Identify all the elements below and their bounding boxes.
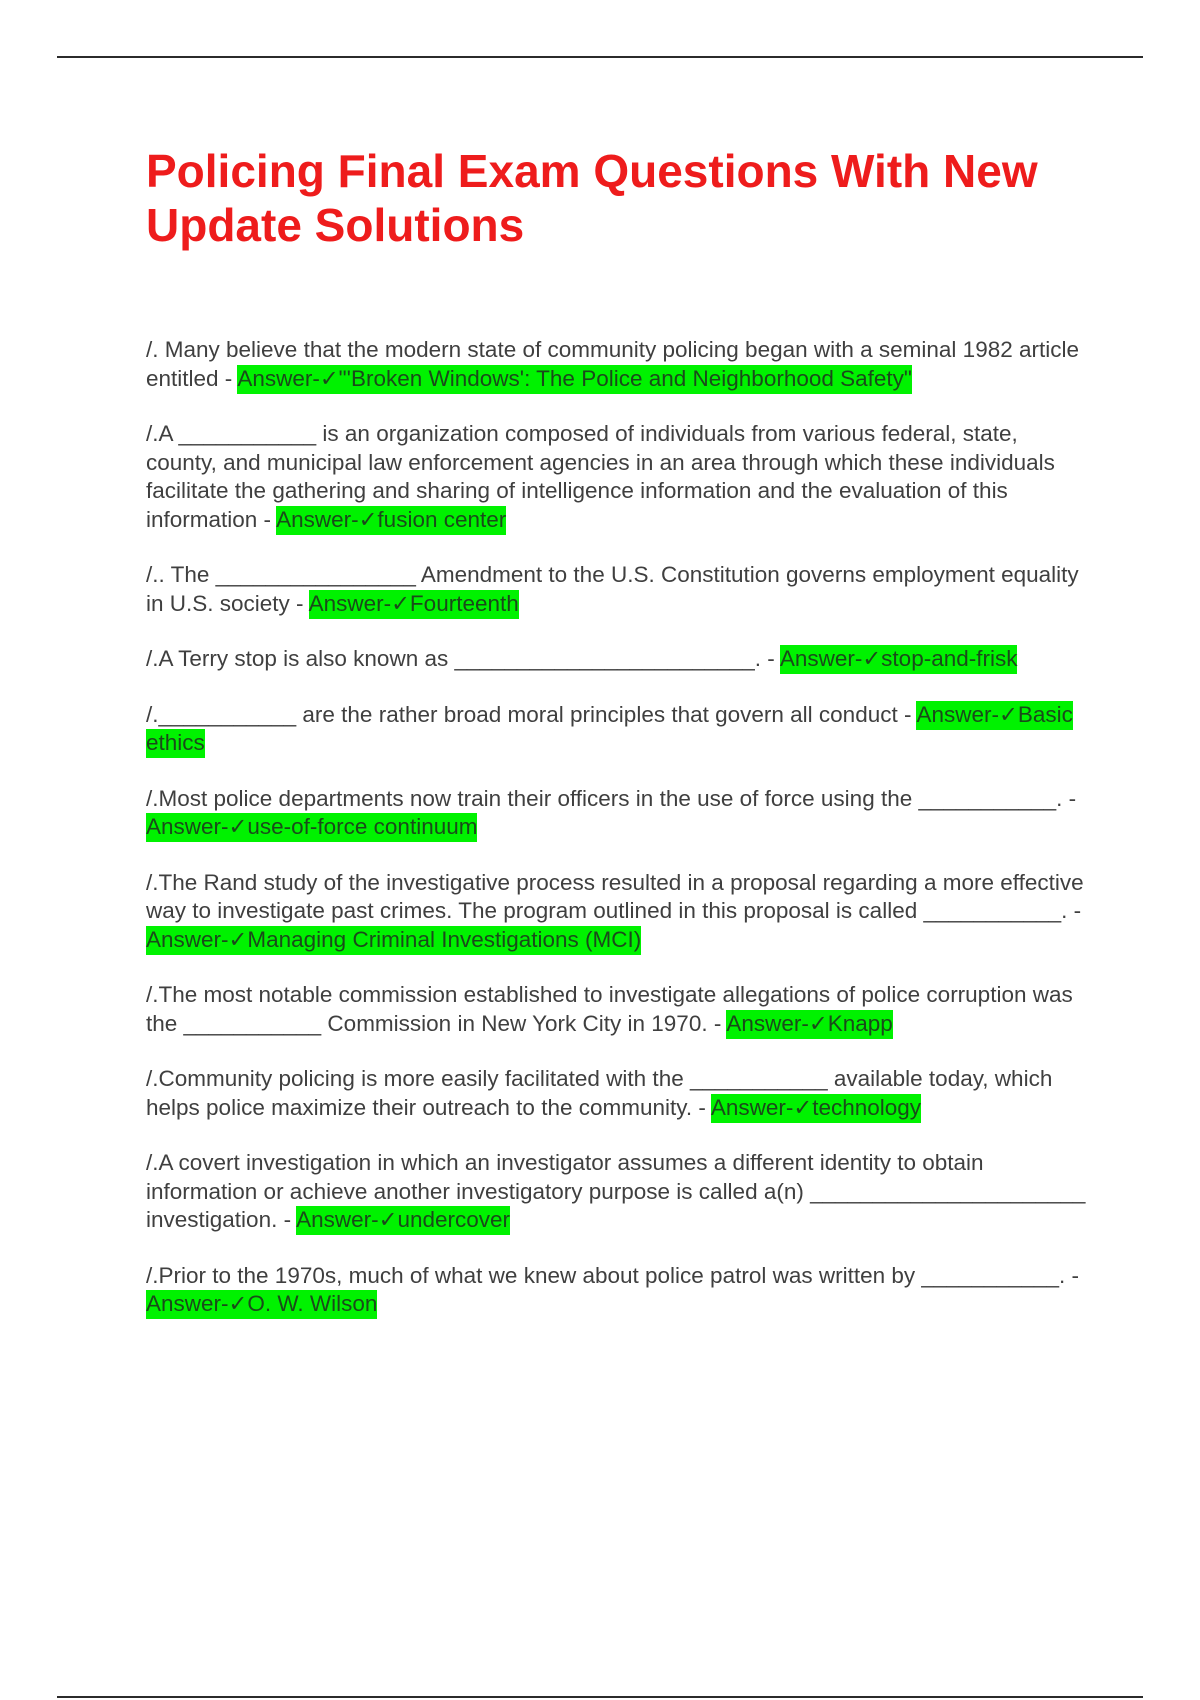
question-text: /.Most police departments now train their officers in the use of force using the ___________. - — [146, 785, 1077, 811]
question-item — [146, 1262, 1086, 1319]
question-text: /.A ___________ is an organization composed of individuals from various federal, state, county, and municipal law enforcement agencies in an area through which these individuals facilitate the gathering and sharing of intelligence information and the evaluation of this information - — [146, 421, 1055, 532]
question-item — [146, 561, 1086, 618]
answer-highlight: Answer-✓Knapp — [726, 1010, 892, 1039]
question-item — [146, 785, 1086, 842]
question-text: /.A covert investigation in which an investigator assumes a different identity to obtain information or achieve another investigatory purpose is called a(n) ______________________ investigation. - — [146, 1150, 1086, 1232]
question-item — [146, 981, 1086, 1038]
question-item — [146, 1149, 1086, 1235]
top-rule — [57, 56, 1143, 58]
answer-highlight: Answer-✓stop-and-frisk — [780, 645, 1018, 674]
answer-highlight: Answer-✓"'Broken Windows': The Police and Neighborhood Safety" — [237, 365, 912, 394]
question-text: /.. The ________________ Amendment to the U.S. Constitution governs employment equality in U.S. society - — [146, 562, 1079, 616]
question-item — [146, 645, 1086, 674]
question-item — [146, 420, 1086, 534]
question-text: /.A Terry stop is also known as ________________________. - — [146, 646, 780, 671]
question-item — [146, 701, 1086, 758]
question-list — [146, 336, 1086, 1346]
answer-highlight: Answer-✓Fourteenth — [309, 590, 519, 619]
answer-highlight: Answer-✓O. W. Wilson — [146, 1290, 377, 1319]
bottom-rule — [57, 1696, 1143, 1698]
answer-highlight: Answer-✓technology — [711, 1094, 921, 1123]
question-item — [146, 869, 1086, 955]
question-item — [146, 1065, 1086, 1122]
answer-highlight: Answer-✓Basic ethics — [146, 701, 1073, 759]
answer-highlight: Answer-✓use-of-force continuum — [146, 813, 477, 842]
question-text: /.Community policing is more easily facilitated with the ___________ available today, which helps police maximize their outreach to the community. - — [146, 1066, 1053, 1120]
question-text: /.The most notable commission established to investigate allegations of police corruption was the ___________ Commission in New York City in 1970. - — [146, 982, 1073, 1036]
question-item — [146, 336, 1086, 393]
page-title: Policing Final Exam Questions With New Update Solutions — [146, 145, 1038, 251]
question-text: /.Prior to the 1970s, much of what we knew about police patrol was written by ___________. - — [146, 1262, 1080, 1288]
question-text: /.The Rand study of the investigative process resulted in a proposal regarding a more effective way to investigate past crimes. The program outlined in this proposal is called ___________. - — [146, 869, 1084, 923]
answer-highlight: Answer-✓Managing Criminal Investigations (MCI) — [146, 926, 641, 955]
answer-highlight: Answer-✓undercover — [296, 1206, 510, 1235]
answer-highlight: Answer-✓fusion center — [276, 506, 506, 535]
question-text: /. Many believe that the modern state of community policing began with a seminal 1982 article entitled - — [146, 337, 1080, 391]
question-text: /.___________ are the rather broad moral principles that govern all conduct - — [146, 701, 917, 727]
